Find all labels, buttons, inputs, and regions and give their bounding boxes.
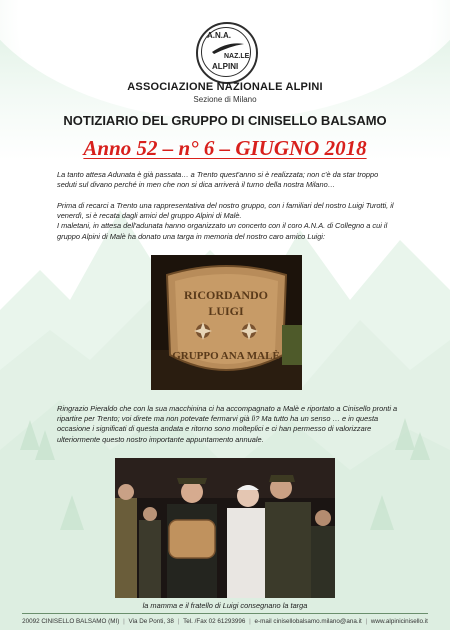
issue-title xyxy=(0,136,450,161)
paragraph-2 xyxy=(57,201,399,242)
logo-bottom-text: ALPINI xyxy=(212,62,239,71)
paragraph-3: Ringrazio Pieraldo che con la sua macchinina ci ha accompagnato a Malè e riportato a Cinisello pronti a ripartire per Trento; voi direte ma non potevate fermarvi già lì? Ma tutto ha un senso … e in questa occasione i significati di questa andata e ritorno sono molteplici e ci han permesso di valorizzare ulteriormente questo nostro importante appuntamento annuale. xyxy=(57,404,398,444)
photo-caption: la mamma e il fratello di Luigi consegnano la targa xyxy=(142,601,308,610)
association-name: ASSOCIAZIONE NAZIONALE ALPINI xyxy=(127,81,323,93)
plaque-image xyxy=(151,255,302,390)
footer-phone: Tel. /Fax 02 61293996 xyxy=(183,618,246,625)
footer: 20092 CINISELLO BALSAMO (MI) | Via De Ponti, 38 | Tel. /Fax 02 61293996 | e-mail cinisellobalsamo.milano@ana.it | www.alpinicinisello.it xyxy=(22,618,428,625)
section-name: Sezione di Milano xyxy=(193,95,257,104)
logo-sub-text: NAZ.LE xyxy=(224,53,250,60)
plaque-line-3: GRUPPO ANA MALÈ xyxy=(172,350,280,362)
footer-website[interactable]: www.alpinicinisello.it xyxy=(370,618,428,625)
plaque-line-1: RICORDANDO xyxy=(184,288,268,302)
plaque-line-2: LUIGI xyxy=(208,304,244,318)
issue-title-text: Anno 52 – n° 6 – GIUGNO 2018 xyxy=(83,136,367,160)
ceremony-image xyxy=(115,458,335,598)
newsletter-title: NOTIZIARIO DEL GRUPPO DI CINISELLO BALSAMO xyxy=(63,113,387,128)
plaque-photo xyxy=(151,255,302,390)
paragraph-2a: Prima di recarci a Trento una rappresentativa del nostro gruppo, con i familiari del nostro Luigi Turotti, il venerdì, si è recata dagli amici del gruppo Alpini di Malè. xyxy=(57,201,394,221)
footer-email[interactable]: e-mail cinisellobalsamo.milano@ana.it xyxy=(254,618,362,625)
alpini-logo xyxy=(196,22,258,84)
paragraph-2b: I maletani, in attesa dell'adunata hanno organizzato un concerto con il coro A.N.A. di Collegno a cui il gruppo Alpini di Malè ha donato una targa in memoria del nostro caro amico Luigi: xyxy=(57,221,388,241)
footer-address-2: Via De Ponti, 38 xyxy=(128,618,174,625)
footer-address-1: 20092 CINISELLO BALSAMO (MI) xyxy=(22,618,120,625)
paragraph-1: La tanto attesa Adunata è già passata… a Trento quest'anno si è realizzata; non c'è da star troppo seduti sul divano perché in men che non si dica arriverà il turno della nostra Milano… xyxy=(57,170,379,190)
logo-top-text: A.N.A. xyxy=(207,31,231,40)
footer-divider xyxy=(22,613,428,614)
ceremony-photo xyxy=(115,458,335,598)
